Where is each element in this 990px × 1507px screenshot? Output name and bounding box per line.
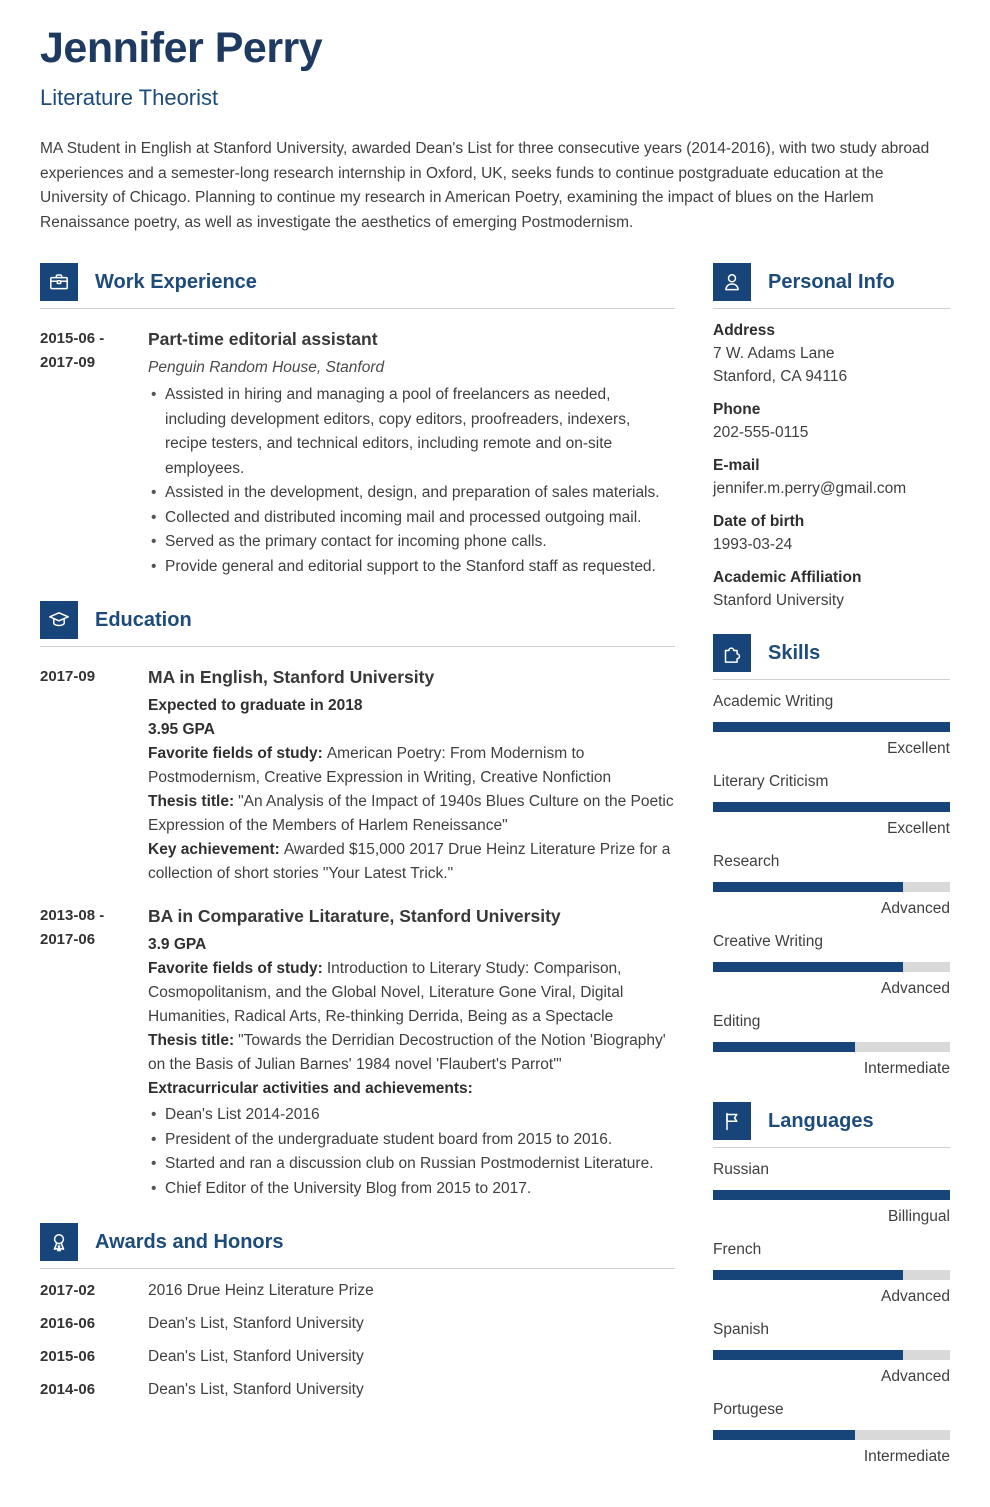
columns <box>40 263 950 1477</box>
skill-name: Editing <box>713 1013 761 1030</box>
skill-bar <box>713 882 950 892</box>
skill-bar-fill <box>713 962 903 972</box>
field-value: jennifer.m.perry@gmail.com <box>713 480 907 497</box>
skill-bar-fill <box>713 882 903 892</box>
detail-text: Introduction to Literary Study: Comparison, Cosmopolitanism, and the Global Novel, Literature Gone Viral, Digital Humanities, Radical Arts, Re-thinking Derrida, Being as a Spectacle <box>148 960 624 1025</box>
company-name: Penguin Random House, Stanford <box>148 359 385 376</box>
education-section <box>40 601 675 1201</box>
language-level: Intermediate <box>863 1448 950 1465</box>
degree-title: BA in Comparative Litarature, Stanford University <box>148 906 561 926</box>
language-bar <box>713 1190 950 1200</box>
date-to: 2017-06 <box>40 931 96 948</box>
language-level: Advanced <box>881 1368 950 1385</box>
skill-bar-fill <box>713 802 950 812</box>
detail-text: American Poetry: From Modernism to Postmodernism, Creative Expression in Writing, Creative Nonfiction <box>148 745 612 786</box>
skill-name: Academic Writing <box>713 693 834 710</box>
detail-label: Thesis title: <box>148 1032 235 1049</box>
award-date: 2016-06 <box>40 1315 96 1332</box>
skill-level: Advanced <box>881 900 950 917</box>
language-bar-fill <box>713 1430 855 1440</box>
skill-bar <box>713 1042 950 1052</box>
award-row <box>40 1313 675 1335</box>
language-bar <box>713 1430 950 1440</box>
list-item: • Assisted in the development, design, and preparation of sales materials. <box>148 481 675 506</box>
personal-info-header <box>713 263 950 301</box>
summary-text: MA Student in English at Stanford University, awarded Dean's List for three consecutive years (2014-2016), with two study abroad experiences and a semester-long research internship in Oxford, UK, seeks funds to continue postgraduate education at the University of Chicago. Planning to continue my research in American Poetry, examining the impact of blues on the Harlem Renaissance poetry, as well as investigate the aesthetics of emerging Postmodernism. <box>40 140 930 231</box>
personal-field-phone <box>713 398 950 444</box>
detail-label: Thesis title: <box>148 793 235 810</box>
graduation-cap-icon <box>40 601 78 639</box>
detail-favorite-fields <box>148 742 675 790</box>
language-item <box>713 1158 950 1228</box>
language-name: Portugese <box>713 1401 784 1418</box>
award-text: Dean's List, Stanford University <box>148 1348 364 1365</box>
date-from: 2015-06 - <box>40 330 105 347</box>
personal-field-dob <box>713 510 950 556</box>
work-experience-header <box>40 263 675 301</box>
job-role: Part-time editorial assistant <box>148 329 378 349</box>
skill-bar <box>713 802 950 812</box>
language-level: Advanced <box>881 1288 950 1305</box>
skill-item <box>713 1010 950 1080</box>
field-label: Date of birth <box>713 513 805 530</box>
field-value: 7 W. Adams Lane <box>713 345 835 362</box>
award-row <box>40 1379 675 1401</box>
education-entry-ba <box>40 904 675 1201</box>
detail-text: "An Analysis of the Impact of 1940s Blues Culture on the Poetic Expression of the Members of Harlem Reneissance" <box>148 793 674 834</box>
list-item: • Collected and distributed incoming mail and processed outgoing mail. <box>148 506 675 531</box>
personal-field-affiliation <box>713 566 950 612</box>
sidebar-column <box>713 263 950 1477</box>
award-text: 2016 Drue Heinz Literature Prize <box>148 1282 374 1299</box>
award-text: Dean's List, Stanford University <box>148 1315 364 1332</box>
field-value: Stanford, CA 94116 <box>713 368 848 385</box>
section-title: Awards and Honors <box>95 1230 284 1253</box>
list-item: • Served as the primary contact for incoming phone calls. <box>148 530 675 555</box>
language-bar-fill <box>713 1190 950 1200</box>
detail-label: Favorite fields of study: <box>148 745 323 762</box>
detail-thesis <box>148 790 675 838</box>
section-rule <box>40 646 675 647</box>
field-label: Phone <box>713 401 761 418</box>
skills-section <box>713 634 950 1080</box>
language-bar <box>713 1270 950 1280</box>
entry-body <box>148 904 675 1201</box>
award-date: 2015-06 <box>40 1348 96 1365</box>
skill-item <box>713 850 950 920</box>
award-row <box>40 1280 675 1302</box>
language-bar <box>713 1350 950 1360</box>
award-date: 2017-02 <box>40 1282 96 1299</box>
extracurricular-label: Extracurricular activities and achievements: <box>148 1080 473 1097</box>
section-rule <box>713 679 950 680</box>
job-title: Literature Theorist <box>40 85 219 110</box>
entry-dates <box>40 904 148 1201</box>
job-bullet-list <box>148 383 675 579</box>
detail-label: Key achievement: <box>148 841 280 858</box>
award-date: 2014-06 <box>40 1381 96 1398</box>
education-entry-ma <box>40 665 675 886</box>
detail-text: Awarded $15,000 2017 Drue Heinz Literature Prize for a collection of short stories "Your Latest Trick." <box>148 841 671 882</box>
extracurricular-list <box>148 1103 675 1201</box>
skill-bar <box>713 962 950 972</box>
gpa: 3.95 GPA <box>148 721 215 738</box>
section-title: Skills <box>768 641 821 664</box>
list-item: • Chief Editor of the University Blog from 2015 to 2017. <box>148 1177 675 1202</box>
section-rule <box>713 308 950 309</box>
degree-title: MA in English, Stanford University <box>148 667 435 687</box>
language-item <box>713 1238 950 1308</box>
skill-item <box>713 690 950 760</box>
skill-bar <box>713 722 950 732</box>
skill-name: Research <box>713 853 780 870</box>
skill-bar-fill <box>713 1042 855 1052</box>
detail-text: "Towards the Derridian Decostruction of the Notion 'Biography' on the Basis of Julian Barnes' 1984 novel 'Flaubert's Parrot'" <box>148 1032 666 1073</box>
skill-bar-fill <box>713 722 950 732</box>
page-title: Jennifer Perry <box>40 24 323 72</box>
field-value: 1993-03-24 <box>713 536 793 553</box>
personal-field-email <box>713 454 950 500</box>
section-title: Personal Info <box>768 270 895 293</box>
person-icon <box>713 263 751 301</box>
language-item <box>713 1398 950 1468</box>
list-item: • President of the undergraduate student board from 2015 to 2016. <box>148 1128 675 1153</box>
entry-body <box>148 665 675 886</box>
medal-icon <box>40 1223 78 1261</box>
skill-name: Creative Writing <box>713 933 823 950</box>
skill-level: Intermediate <box>863 1060 950 1077</box>
briefcase-icon <box>40 263 78 301</box>
field-value: 202-555-0115 <box>713 424 809 441</box>
section-rule <box>40 1268 675 1269</box>
personal-field-address <box>713 319 950 388</box>
personal-info-section <box>713 263 950 612</box>
language-bar-fill <box>713 1270 903 1280</box>
skill-level: Advanced <box>881 980 950 997</box>
awards-header <box>40 1223 675 1261</box>
language-item <box>713 1318 950 1388</box>
language-name: Russian <box>713 1161 769 1178</box>
field-label: Address <box>713 322 776 339</box>
entry-dates <box>40 327 148 579</box>
list-item: • Assisted in hiring and managing a pool of freelancers as needed, including development editors, copy editors, proofreaders, indexers, recipe testers, and technical editors, including remote and on-site employees. <box>148 383 675 481</box>
detail-thesis <box>148 1029 675 1077</box>
work-experience-section <box>40 263 675 579</box>
entry-dates <box>40 665 148 886</box>
skill-name: Literary Criticism <box>713 773 829 790</box>
list-item: • Provide general and editorial support to the Stanford staff as requested. <box>148 555 675 580</box>
skill-item <box>713 770 950 840</box>
detail-label: Favorite fields of study: <box>148 960 323 977</box>
list-item: • Started and ran a discussion club on Russian Postmodernist Literature. <box>148 1152 675 1177</box>
date-to: 2017-09 <box>40 354 96 371</box>
language-name: Spanish <box>713 1321 770 1338</box>
gpa: 3.9 GPA <box>148 936 207 953</box>
awards-section <box>40 1223 675 1401</box>
language-bar-fill <box>713 1350 903 1360</box>
graduation-note: Expected to graduate in 2018 <box>148 697 363 714</box>
skill-level: Excellent <box>887 740 950 757</box>
detail-key-achievement <box>148 838 675 886</box>
award-text: Dean's List, Stanford University <box>148 1381 364 1398</box>
date-from: 2017-09 <box>40 668 96 685</box>
skill-level: Excellent <box>887 820 950 837</box>
award-row <box>40 1346 675 1368</box>
skills-header <box>713 634 950 672</box>
languages-section <box>713 1102 950 1468</box>
section-title: Work Experience <box>95 270 257 293</box>
language-level: Billingual <box>887 1208 950 1225</box>
languages-header <box>713 1102 950 1140</box>
work-entry <box>40 327 675 579</box>
main-column <box>40 263 675 1401</box>
entry-body <box>148 327 675 579</box>
field-label: Academic Affiliation <box>713 569 862 586</box>
list-item: • Dean's List 2014-2016 <box>148 1103 675 1128</box>
detail-favorite-fields <box>148 957 675 1029</box>
field-value: Stanford University <box>713 592 844 609</box>
language-name: French <box>713 1241 762 1258</box>
skill-item <box>713 930 950 1000</box>
section-title: Education <box>95 608 192 631</box>
flag-icon <box>713 1102 751 1140</box>
puzzle-icon <box>713 634 751 672</box>
section-rule <box>713 1147 950 1148</box>
education-header <box>40 601 675 639</box>
date-from: 2013-08 - <box>40 907 105 924</box>
field-label: E-mail <box>713 457 760 474</box>
section-title: Languages <box>768 1109 874 1132</box>
section-rule <box>40 308 675 309</box>
